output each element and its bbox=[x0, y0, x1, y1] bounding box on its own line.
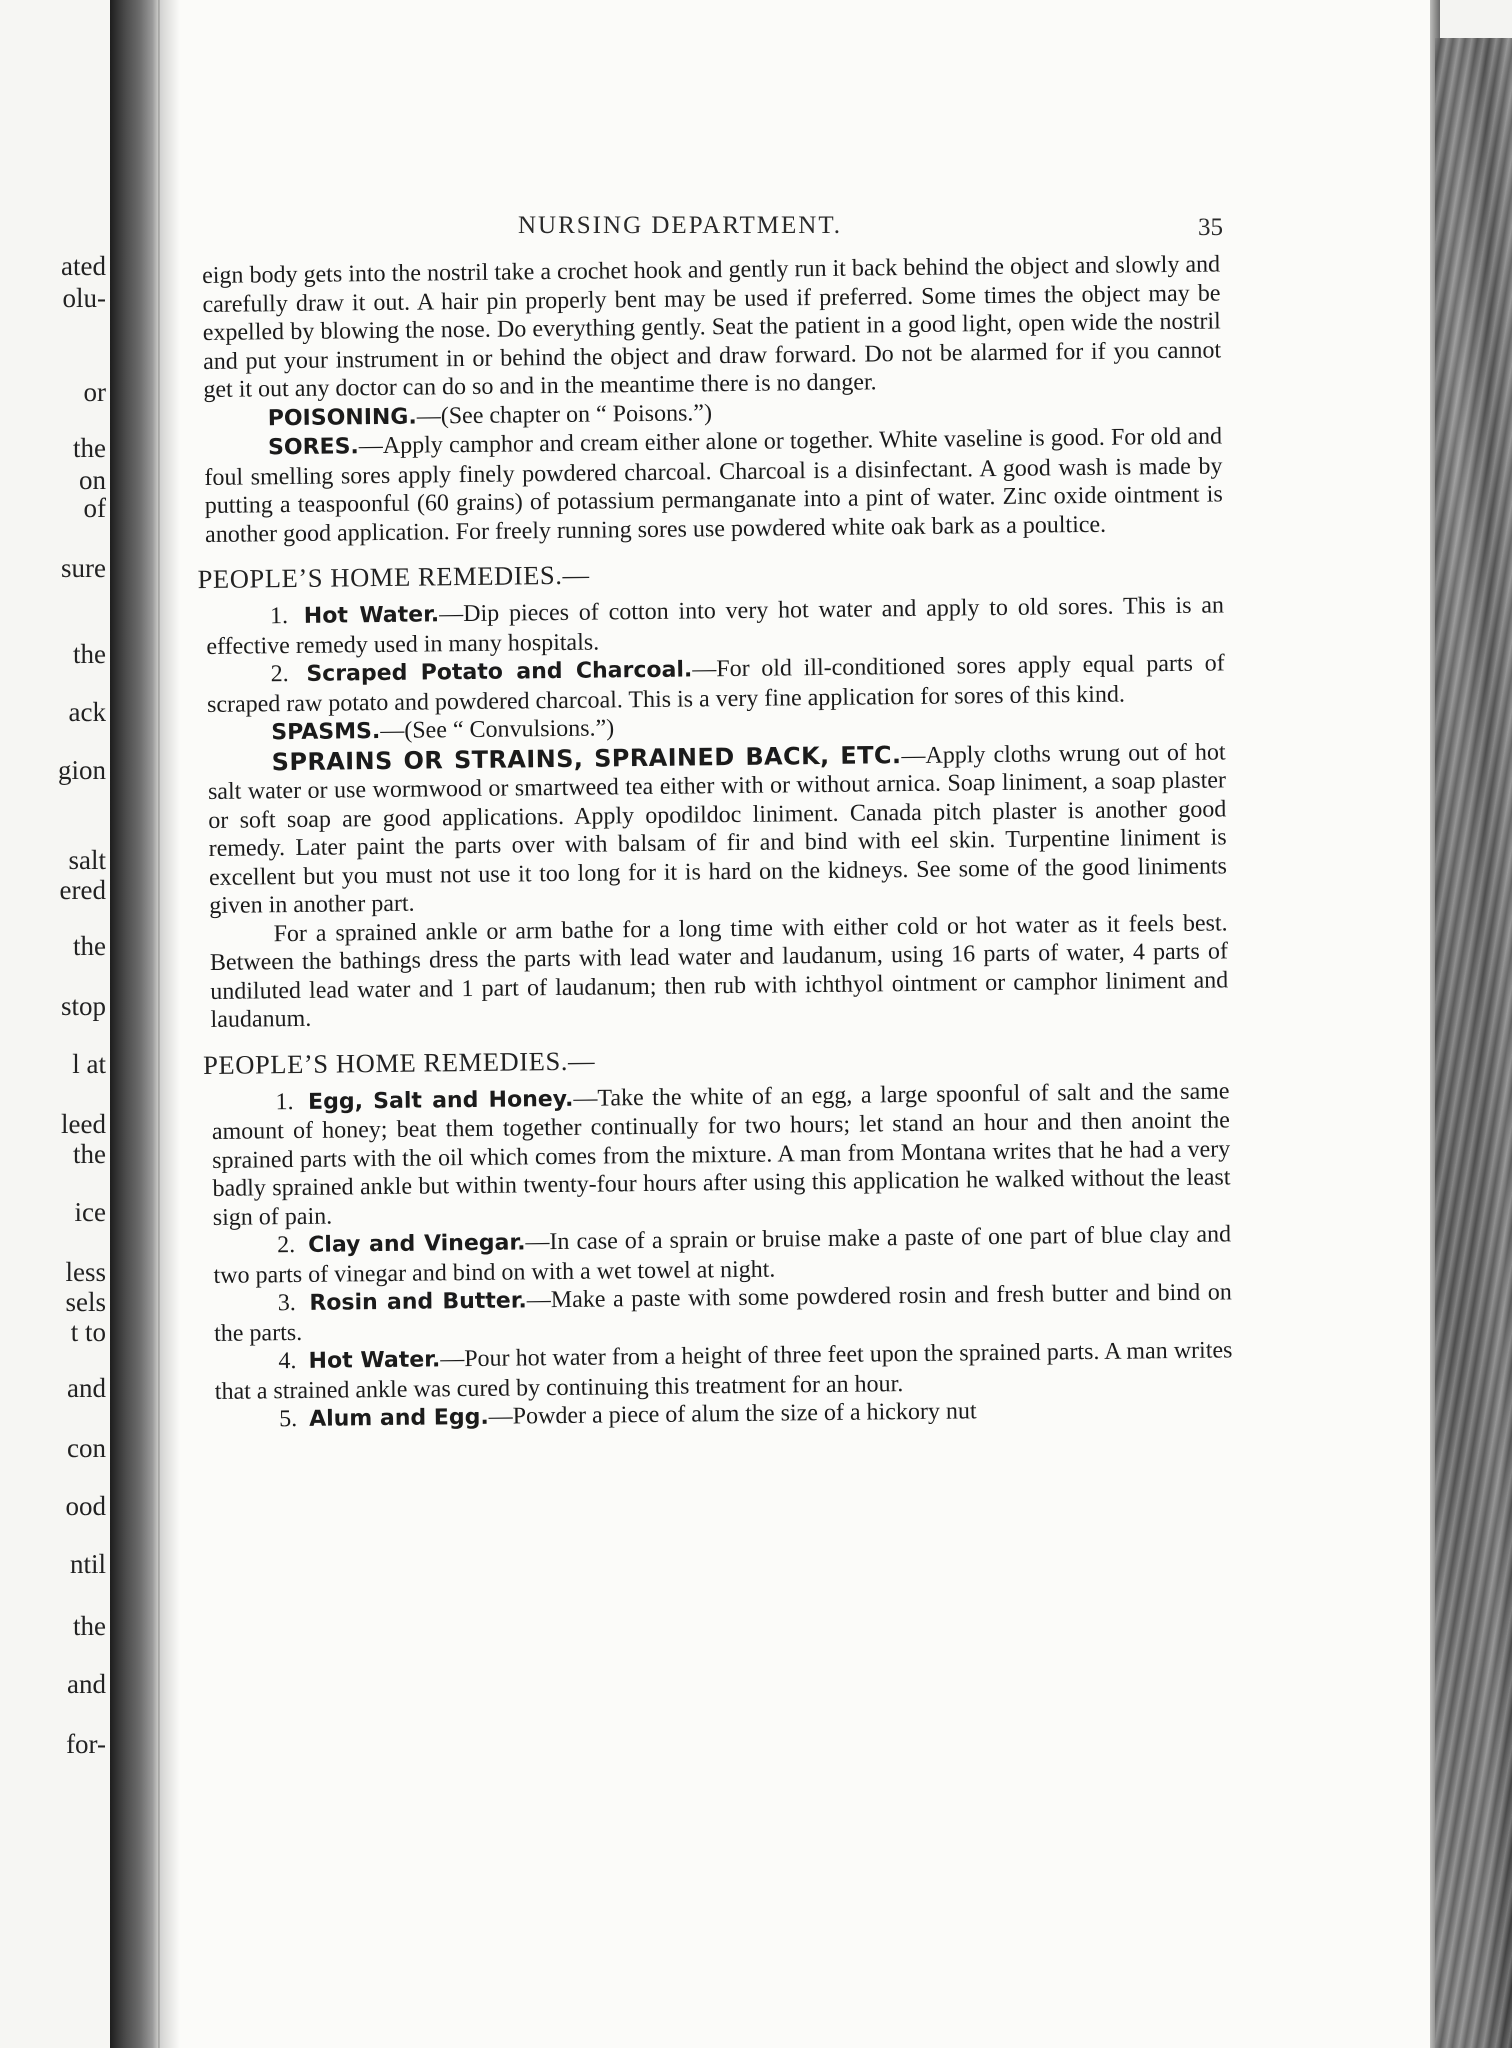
facing-line: for- bbox=[66, 1729, 106, 1759]
remedy-number: 3. bbox=[277, 1290, 296, 1317]
remedy-title: Scraped Potato and Charcoal. bbox=[306, 657, 693, 687]
remedy-number: 4. bbox=[278, 1347, 297, 1375]
facing-line: the bbox=[73, 1139, 106, 1169]
entry-text: —Apply cloths wrung out of hot salt water or use wormwood or smartweed tea either with or without arnica. Soap liniment, a soap plaster or soft soap are good applications. Apply opodildoc liniment. Canada pitch plaster is another good remedy. Later paint the parts over with balsam of fir and bind with eel skin. Turpentine liniment is excellent but you must not use it too long for it is hard on the kidneys. See some of the good liniments given in another part. bbox=[207, 738, 1228, 919]
facing-line: ered bbox=[59, 875, 106, 905]
remedy-number: 2. bbox=[277, 1232, 296, 1259]
facing-line: and bbox=[67, 1373, 106, 1403]
entry-term: SPASMS. bbox=[271, 719, 381, 746]
facing-line: the bbox=[73, 639, 106, 669]
facing-line: of bbox=[83, 493, 106, 523]
remedy-item bbox=[207, 649, 1226, 719]
marbled-page-edges bbox=[1435, 38, 1512, 2048]
remedy-number: 1. bbox=[275, 1088, 294, 1115]
facing-line: salt bbox=[68, 845, 106, 875]
sores-entry bbox=[204, 422, 1223, 549]
facing-line: stop bbox=[60, 991, 106, 1021]
facing-line: gion bbox=[57, 755, 106, 785]
entry-term: POISONING. bbox=[267, 404, 417, 431]
remedy-text: —Take the white of an egg, a large spoonful of salt and the same amount of honey; beat them together continually for two hours; let stand an hour and then anoint the sprained parts with the oil which comes from the mixture. A man from Montana writes that he had a very badly sprained ankle but within twenty-four hours after using this application he walked without the least sign of pain. bbox=[211, 1077, 1231, 1231]
remedy-item bbox=[211, 1077, 1231, 1232]
remedy-text: —Pour hot water from a height of three feet upon the sprained parts. A man writes that a strained ankle was cured by continuing this treatment for an hour. bbox=[214, 1337, 1233, 1405]
facing-page-fragment bbox=[0, 0, 112, 2048]
facing-line: con bbox=[67, 1433, 106, 1463]
facing-line: the bbox=[73, 433, 106, 463]
remedy-title: Clay and Vinegar. bbox=[308, 1230, 526, 1258]
facing-line: ack bbox=[68, 697, 106, 727]
facing-line: sure bbox=[61, 553, 106, 583]
sprained-ankle-paragraph: For a sprained ankle or arm bathe for a long time with either cold or hot water as it feels best. Between the bathings dress the parts with lead water and laudanum, using 16 parts of water, 4 parts of undiluted lead water and 1 part of laudanum; then rub with ichthyol ointment or camphor liniment and laudanum. bbox=[209, 909, 1229, 1033]
entry-term: SPRAINS OR STRAINS, SPRAINED BACK, ETC. bbox=[271, 740, 902, 776]
gutter-shadow bbox=[158, 0, 180, 2048]
facing-line: ice bbox=[74, 1197, 106, 1227]
page-body bbox=[197, 250, 1233, 1435]
remedy-text: —Dip pieces of cotton into very hot water and apply to old sores. This is an effective remedy used in many hospitals. bbox=[206, 592, 1225, 660]
remedy-text: —In case of a sprain or bruise make a paste of one part of blue clay and two parts of vinegar and bind on with a wet towel at night. bbox=[213, 1221, 1232, 1289]
remedy-number: 1. bbox=[269, 603, 289, 630]
remedy-text: —Make a paste with some powdered rosin and fresh butter and bind on the parts. bbox=[214, 1279, 1232, 1347]
facing-line: or bbox=[83, 377, 106, 407]
sprains-entry bbox=[208, 737, 1228, 921]
entry-term: SORES. bbox=[267, 434, 359, 461]
running-head: NURSING DEPARTMENT. bbox=[518, 212, 843, 239]
facing-line: on bbox=[79, 465, 106, 495]
entry-text: —(See chapter on “ Poisons.”) bbox=[416, 399, 713, 430]
facing-line: the bbox=[73, 931, 106, 961]
intro-paragraph: eign body gets into the nostril take a crochet hook and gently run it back behind the object and slowly and carefully draw it out. A hair pin properly bent may be used if preferred. Some times the object may be expelled by blowing the nose. Do everything gently. Seat the patient in a good light, open wide the nostril and put your instrument in or behind the object and draw forward. Do not be alarmed for if you cannot get it out any doctor can do so and in the meantime there is no danger. bbox=[202, 251, 1222, 403]
facing-line: ated bbox=[61, 251, 106, 281]
remedy-text: —Powder a piece of alum the size of a hickory nut bbox=[488, 1398, 977, 1430]
remedy-title: Rosin and Butter. bbox=[309, 1288, 527, 1316]
remedy-text: —For old ill-conditioned sores apply equal parts of scraped raw potato and powdered charcoal. This is a very fine application for sores of this kind. bbox=[206, 650, 1225, 718]
facing-line: ood bbox=[65, 1491, 106, 1521]
entry-text: —(See “ Convulsions.”) bbox=[380, 715, 615, 745]
page-number: 35 bbox=[1198, 214, 1223, 241]
facing-line: the bbox=[73, 1611, 106, 1641]
remedy-title: Egg, Salt and Honey. bbox=[307, 1086, 574, 1115]
facing-line: sels bbox=[65, 1287, 106, 1317]
remedy-title: Hot Water. bbox=[303, 602, 440, 629]
section-heading: PEOPLE’S HOME REMEDIES.— bbox=[197, 559, 590, 595]
facing-line: and bbox=[67, 1669, 106, 1699]
section-heading: PEOPLE’S HOME REMEDIES.— bbox=[202, 1045, 596, 1080]
entry-text: —Apply camphor and cream either alone or together. White vaseline is good. For old and foul smelling sores apply finely powdered charcoal. Charcoal is a disinfectant. A good wash is made by putting a teaspoonful (60 grains) of potassium permanganate into a pint of water. Zinc oxide ointment is another good application. For freely running sores use powdered white oak bark as a poultice. bbox=[204, 423, 1223, 548]
remedy-number: 2. bbox=[270, 661, 289, 688]
remedy-number: 5. bbox=[278, 1405, 298, 1433]
book-gutter bbox=[110, 0, 160, 2048]
facing-line: olu- bbox=[62, 283, 106, 313]
facing-line: less bbox=[65, 1257, 106, 1287]
remedy-title: Hot Water. bbox=[308, 1347, 441, 1374]
remedy-title: Alum and Egg. bbox=[308, 1404, 489, 1432]
facing-line: ntil bbox=[69, 1549, 106, 1579]
facing-line: leed bbox=[61, 1109, 106, 1139]
facing-line: l at bbox=[72, 1049, 106, 1079]
facing-line: t to bbox=[70, 1317, 106, 1347]
